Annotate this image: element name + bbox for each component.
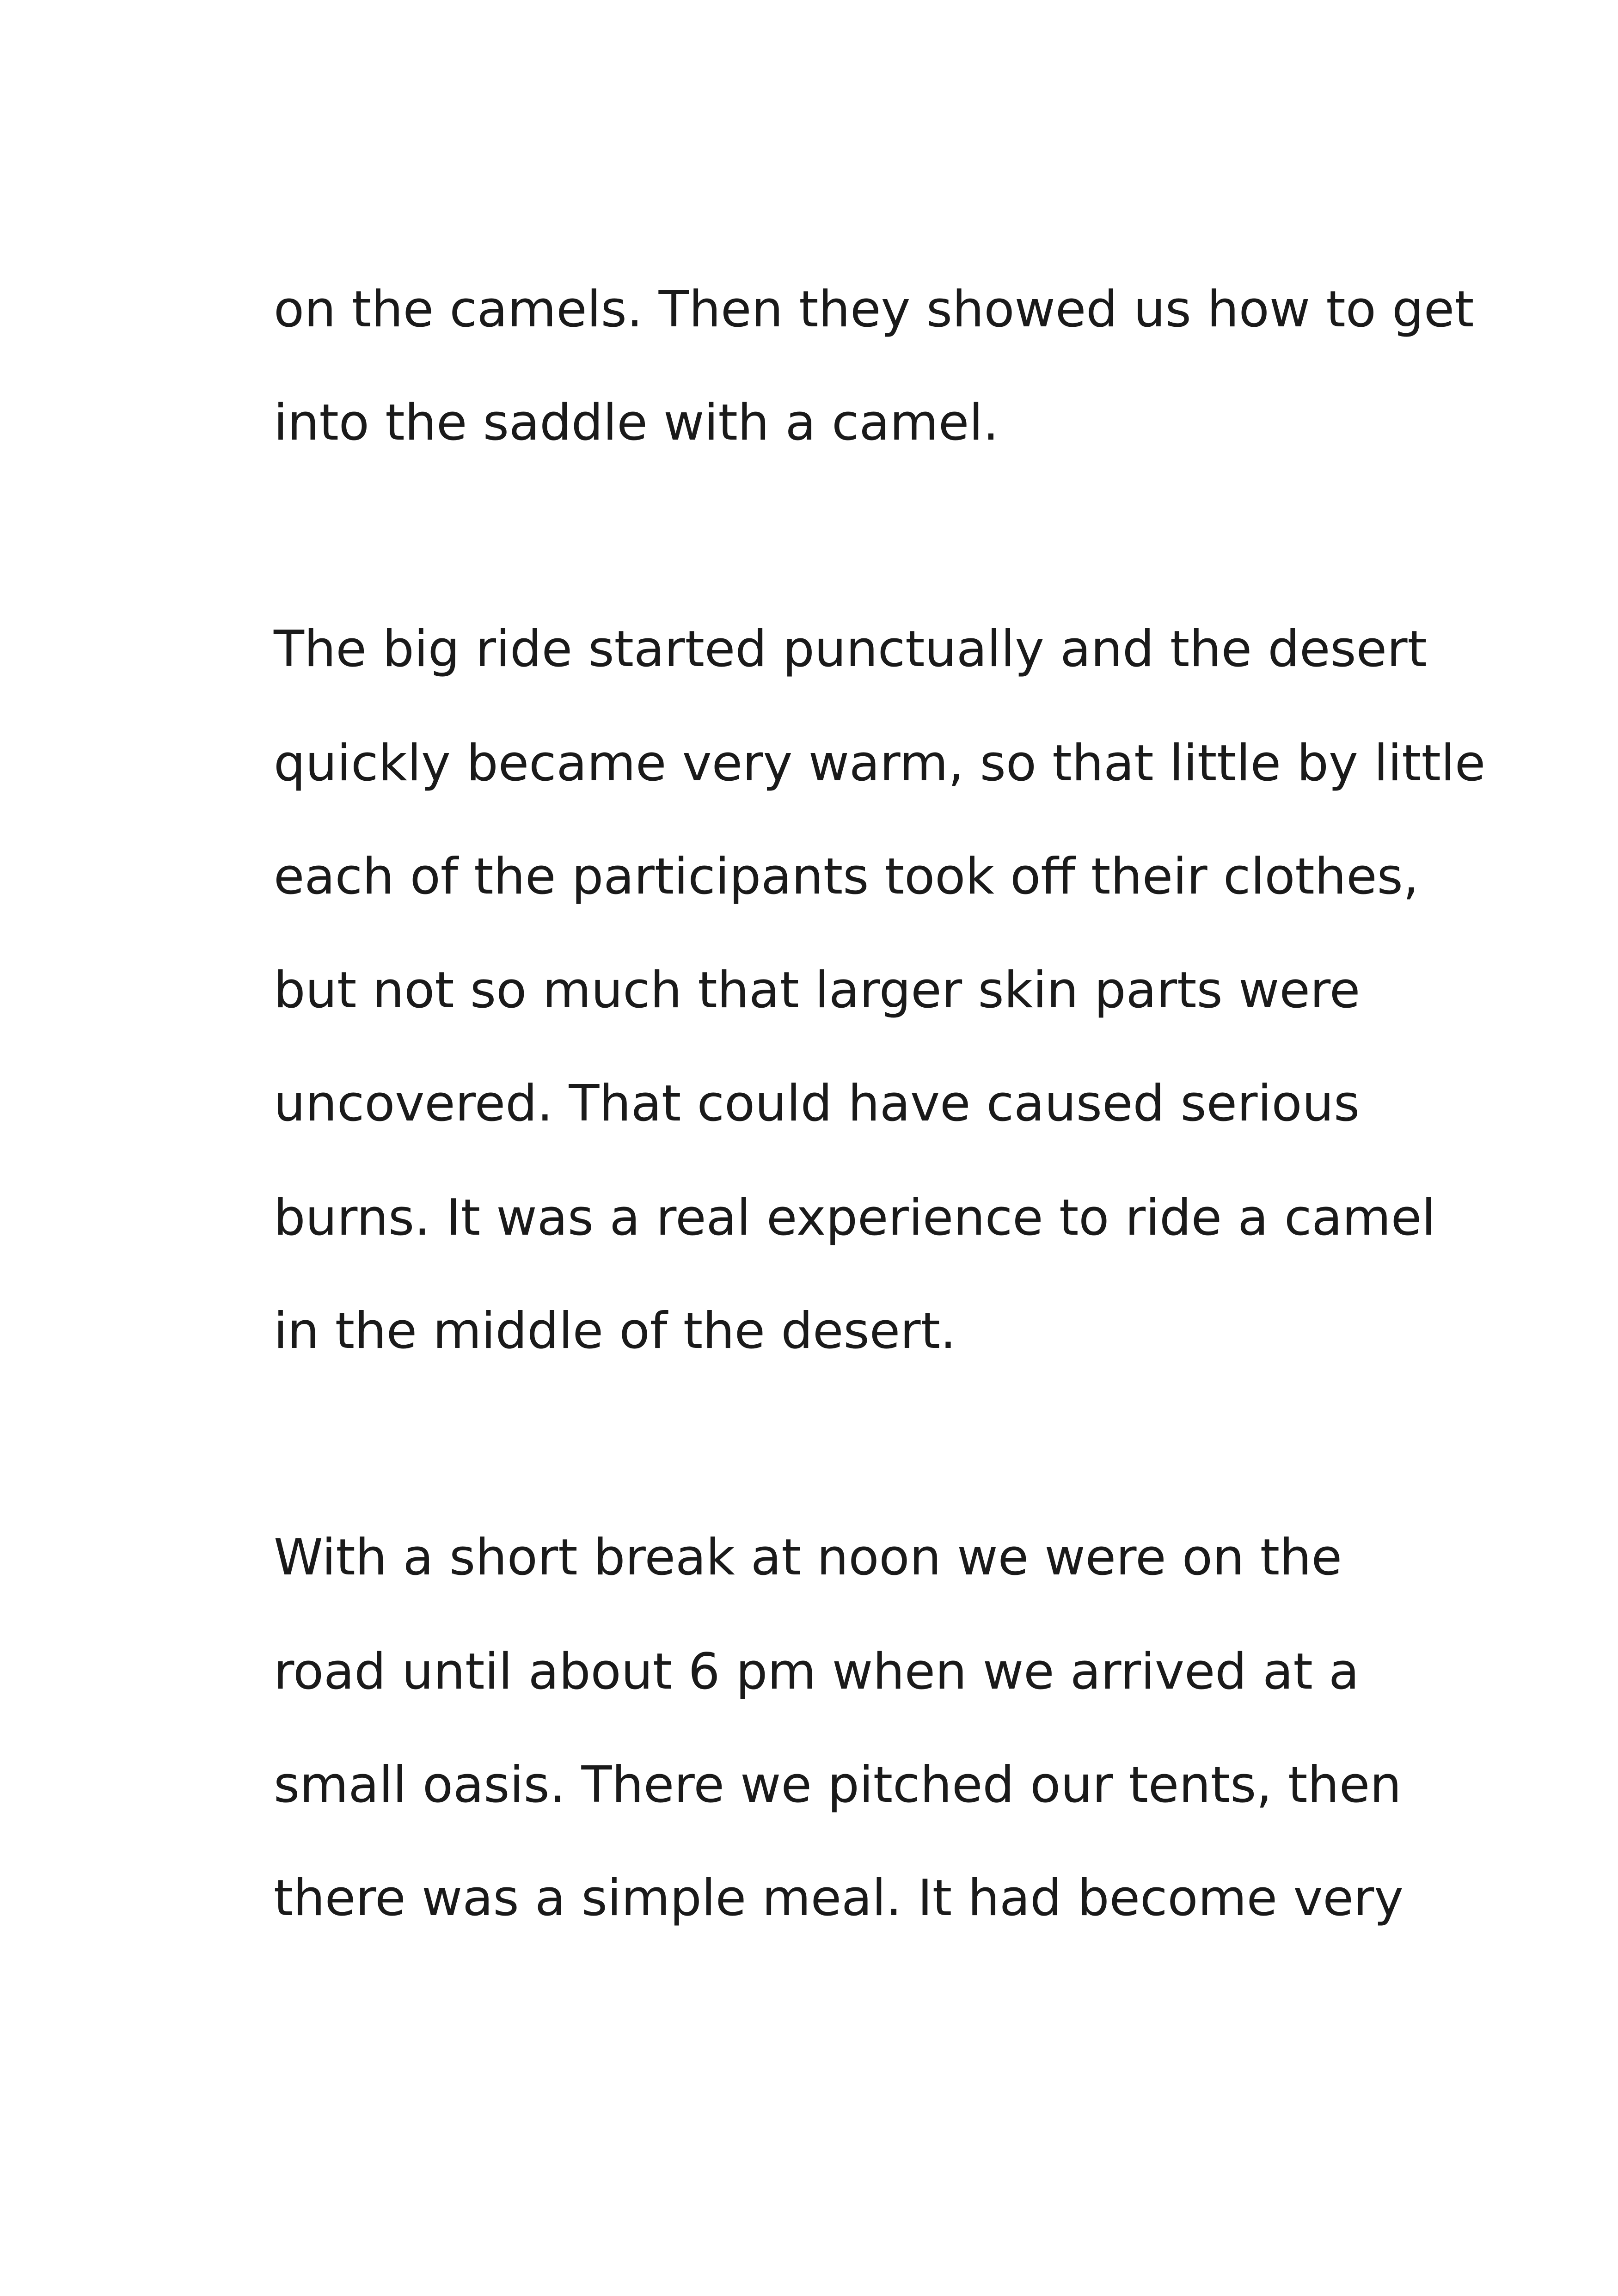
paragraph-2-line-3: each of the participants took off their clothes, [274,848,1419,906]
paragraph-3-line-2: road until about 6 pm when we arrived at a [274,1643,1360,1701]
paragraph-2-line-1: The big ride started punctually and the desert [274,620,1427,678]
paragraph-2-line-6: burns. It was a real experience to ride a camel [274,1189,1436,1247]
paragraph-1-line-2: into the saddle with a camel. [274,394,999,452]
paragraph-3-line-1: With a short break at noon we were on the [274,1529,1342,1586]
paragraph-2-line-2: quickly became very warm, so that little by little [274,735,1486,792]
paragraph-2-line-7: in the middle of the desert. [274,1302,956,1360]
paragraph-1-line-1: on the camels. Then they showed us how to get [274,281,1474,338]
paragraph-2-line-4: but not so much that larger skin parts were [274,961,1361,1019]
paragraph-3-line-4: there was a simple meal. It had become very [274,1869,1404,1927]
paragraph-2-line-5: uncovered. That could have caused serious [274,1075,1360,1133]
paragraph-3-line-3: small oasis. There we pitched our tents, then [274,1756,1402,1814]
